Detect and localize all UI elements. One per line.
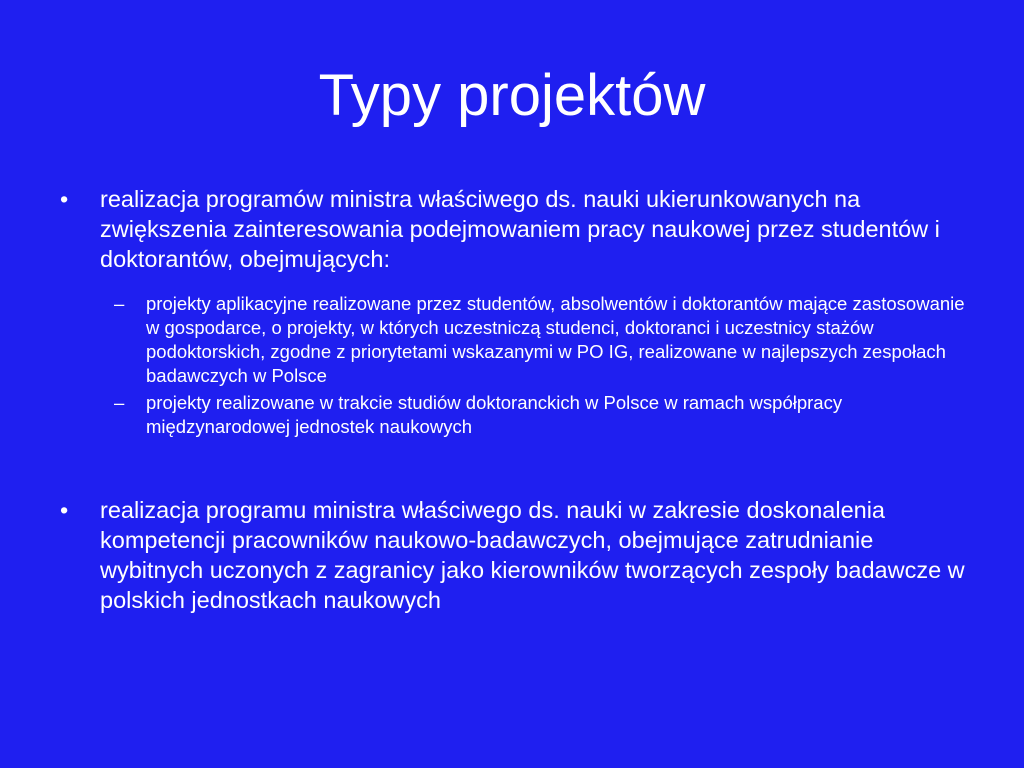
sub-bullet-item <box>100 292 978 388</box>
sub-bullet-list <box>100 292 978 439</box>
bullet-item <box>58 495 978 615</box>
sub-bullet-marker: – <box>114 392 125 413</box>
bullet-text: realizacja programów ministra właściwego ds. nauki ukierunkowanych na zwiększenia zainteresowania podejmowaniem pracy naukowej przez studentów i doktorantów, obejmujących: <box>100 186 940 272</box>
sub-bullet-text: projekty aplikacyjne realizowane przez studentów, absolwentów i doktorantów mające zastosowanie w gospodarce, o projekty, w których uczestniczą studenci, doktoranci i uczestnicy stażów podoktorskich, zgodne z priorytetami wskazanymi w PO IG, realizowane w najlepszych zespołach badawczych w Polsce <box>146 293 965 386</box>
bullet-text: realizacja programu ministra właściwego ds. nauki w zakresie doskonalenia kompetencji pracowników naukowo-badawczych, obejmujące zatrudnianie wybitnych uczonych z zagranicy jako kierowników tworzących zespoły badawcze w polskich jednostkach naukowych <box>100 497 965 613</box>
sub-bullet-item <box>100 391 978 439</box>
slide-content <box>58 184 978 615</box>
sub-bullet-marker: – <box>114 293 125 314</box>
sub-bullet-text: projekty realizowane w trakcie studiów doktoranckich w Polsce w ramach współpracy międzynarodowej jednostek naukowych <box>146 392 843 437</box>
bullet-marker: • <box>60 497 69 523</box>
bullet-item <box>58 184 978 274</box>
slide-title: Typy projektów <box>318 63 706 128</box>
bullet-marker: • <box>60 186 69 212</box>
